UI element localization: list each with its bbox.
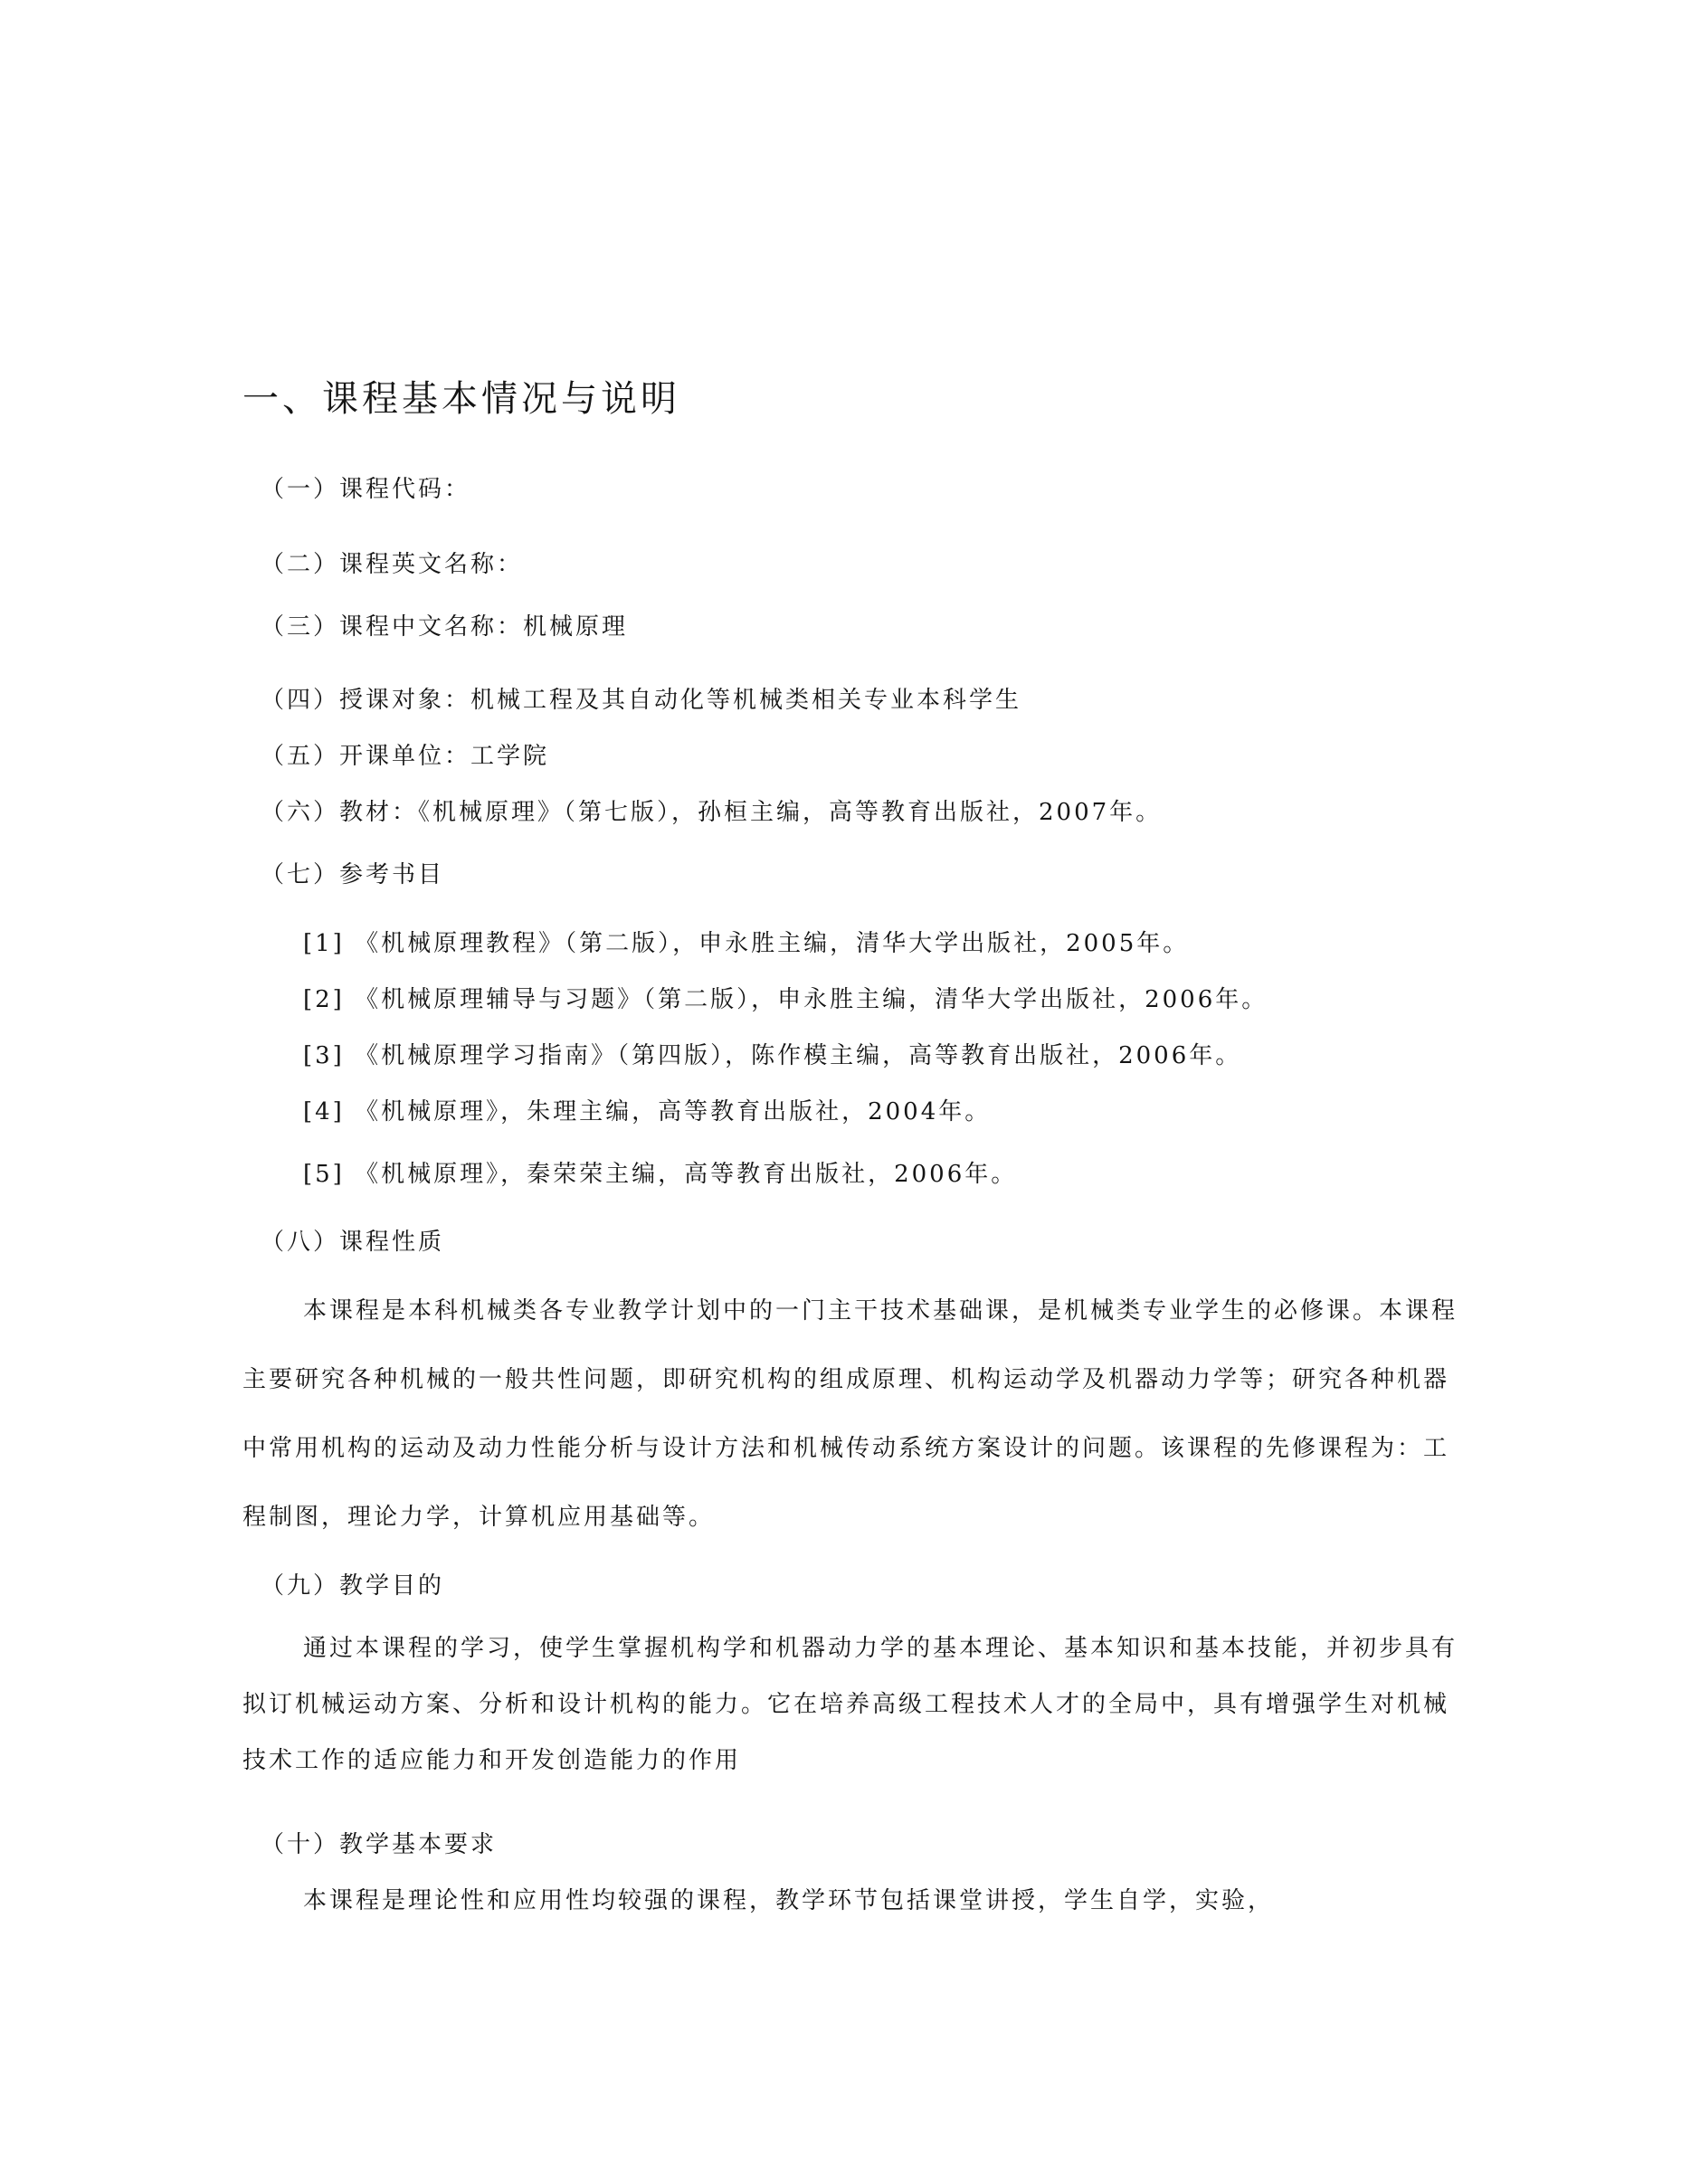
teaching-purpose-heading: （九）教学目的: [261, 1572, 445, 1600]
reference-item: [2] 《机械原理辅导与习题》（第二版），申永胜主编，清华大学出版社，2006年。: [303, 986, 1268, 1013]
paragraph-line: 通过本课程的学习，使学生掌握机构学和机器动力学的基本理论、基本知识和基本技能，并初步具有: [303, 1635, 1458, 1662]
paragraph-line: 主要研究各种机械的一般共性问题，即研究机构的组成原理、机构运动学及机器动力学等；研究各种机器: [242, 1366, 1450, 1393]
course-department: （五）开课单位：工学院: [261, 743, 550, 770]
paragraph-line: 程制图，理论力学，计算机应用基础等。: [242, 1504, 716, 1531]
paragraph-line: 拟订机械运动方案、分析和设计机构的能力。它在培养高级工程技术人才的全局中，具有增强学生对机械: [242, 1691, 1450, 1718]
reference-item: [1] 《机械原理教程》（第二版），申永胜主编，清华大学出版社，2005年。: [303, 930, 1190, 957]
references-heading: （七）参考书目: [261, 861, 445, 888]
section-heading: 一、课程基本情况与说明: [242, 378, 680, 420]
paragraph-line: 本课程是本科机械类各专业教学计划中的一门主干技术基础课，是机械类专业学生的必修课。本课程: [303, 1297, 1458, 1325]
paragraph-line: 技术工作的适应能力和开发创造能力的作用: [242, 1747, 742, 1774]
course-english-name-label: （二）课程英文名称：: [261, 551, 524, 578]
paragraph-line: 中常用机构的运动及动力性能分析与设计方法和机械传动系统方案设计的问题。该课程的先修课程为：工: [242, 1435, 1450, 1462]
paragraph-line: 本课程是理论性和应用性均较强的课程，教学环节包括课堂讲授，学生自学，实验，: [303, 1887, 1275, 1914]
course-textbook: （六）教材：《机械原理》（第七版），孙桓主编，高等教育出版社，2007年。: [261, 799, 1163, 826]
course-nature-heading: （八）课程性质: [261, 1229, 445, 1256]
reference-item: [5] 《机械原理》，秦荣荣主编，高等教育出版社，2006年。: [303, 1161, 1018, 1188]
course-code-label: （一）课程代码：: [261, 476, 471, 503]
teaching-requirements-heading: （十）教学基本要求: [261, 1831, 498, 1858]
reference-item: [4] 《机械原理》，朱理主编，高等教育出版社，2004年。: [303, 1098, 992, 1125]
course-chinese-name: （三）课程中文名称：机械原理: [261, 613, 629, 641]
reference-item: [3] 《机械原理学习指南》（第四版），陈作模主编，高等教育出版社，2006年。: [303, 1042, 1242, 1069]
course-audience: （四）授课对象：机械工程及其自动化等机械类相关专业本科学生: [261, 687, 1022, 714]
